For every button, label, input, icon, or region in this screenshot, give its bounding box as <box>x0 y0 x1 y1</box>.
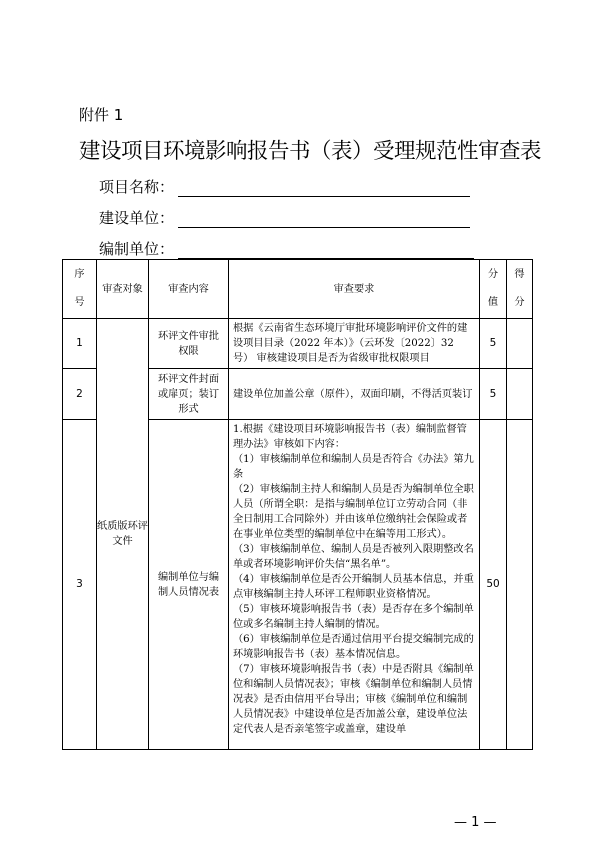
header-content: 审查内容 <box>149 260 229 319</box>
row-score <box>507 420 533 750</box>
row-points: 5 <box>480 369 507 420</box>
construction-unit-blank-line <box>178 213 470 228</box>
row-score <box>507 369 533 420</box>
compiling-unit-blank-line <box>178 244 474 259</box>
header-object: 审查对象 <box>97 260 149 319</box>
requirement-line: （6）审核编制单位是否通过信用平台提交编制完成的环境影响报告书（表）基本情况信息。 <box>233 634 474 660</box>
row-points: 5 <box>480 319 507 369</box>
project-name-blank-line <box>178 182 470 197</box>
page-number: — 1 — <box>454 815 497 830</box>
group-object-cell: 纸质版环评文件 <box>97 319 149 750</box>
construction-unit-label: 建设单位： <box>99 209 175 227</box>
table-row <box>63 319 533 369</box>
row-seq: 3 <box>63 420 97 750</box>
project-name-label: 项目名称： <box>99 178 175 196</box>
requirement-line: （3）审核编制单位、编制人员是否被列入限期整改名单或者环境影响评价失信“黑名单”。 <box>233 544 474 570</box>
review-table <box>62 259 533 750</box>
header-requirement: 审查要求 <box>229 260 480 319</box>
row-seq: 2 <box>63 369 97 420</box>
header-points: 分 值 <box>480 260 507 319</box>
row-content: 环评文件封面或扉页；装订形式 <box>149 369 229 420</box>
project-name-field <box>99 176 470 197</box>
attachment-label: 附件 1 <box>79 106 124 124</box>
requirement-line: （5）审核环境影响报告书（表）是否存在多个编制单位或多名编制主持人编制的情况。 <box>233 604 474 630</box>
table-header-row <box>63 260 533 319</box>
construction-unit-field <box>99 207 470 228</box>
row-seq: 1 <box>63 319 97 369</box>
requirement-line: （7）审核环境影响报告书（表）中是否附具《编制单位和编制人员情况表》；审核《编制单位和编制人员情况表》是否由信用平台导出；审核《编制单位和编制人员情况表》中建设单位是否加盖公章，建设单位法定代表人是否亲笔签字或盖章，建设单 <box>233 664 474 735</box>
compiling-unit-label: 编制单位： <box>99 240 175 258</box>
compiling-unit-field <box>99 238 474 259</box>
row-points: 50 <box>480 420 507 750</box>
requirement-line: （4）审核编制单位是否公开编制人员基本信息，并重点审核编制主持人环评工程师职业资格情况。 <box>233 574 474 600</box>
row-requirement: 根据《云南省生态环境厅审批环境影响评价文件的建设项目目录（2022 年本）》（云环发〔2022〕32 号） 审核建设项目是否为省级审批权限项目 <box>229 319 480 369</box>
row-content: 环评文件审批权限 <box>149 319 229 369</box>
requirement-line: （2）审核编制主持人和编制人员是否为编制单位全职人员（所谓全职：是指与编制单位订立劳动合同（非全日制用工合同除外）并由该单位缴纳社会保险或者在事业单位类型的编制单位中在编等用工形式）。 <box>233 484 474 540</box>
requirement-line: 1.根据《建设项目环境影响报告书（表）编制监督管理办法》审核如下内容： <box>233 424 467 450</box>
document-title: 建设项目环境影响报告书（表）受理规范性审查表 <box>79 139 542 164</box>
row-content: 编制单位与编制人员情况表 <box>149 420 229 750</box>
header-seq: 序 号 <box>63 260 97 319</box>
header-score: 得 分 <box>507 260 533 319</box>
row-requirement: 建设单位加盖公章（原件），双面印刷，不得活页装订 <box>229 369 480 420</box>
row-requirement <box>229 420 480 750</box>
row-score <box>507 319 533 369</box>
requirement-line: （1）审核编制单位和编制人员是否符合《办法》第九条 <box>233 454 474 480</box>
